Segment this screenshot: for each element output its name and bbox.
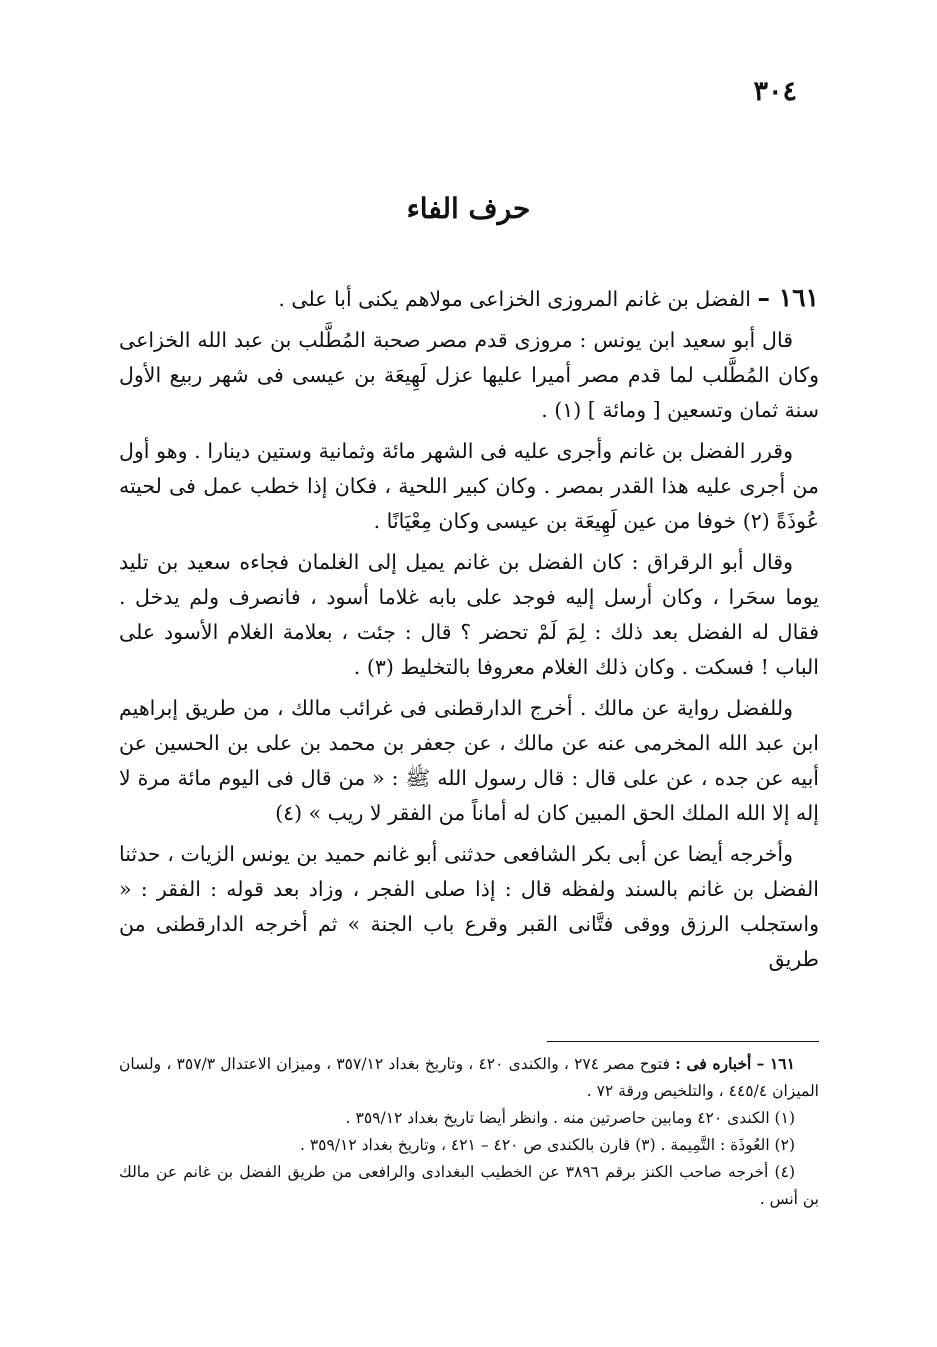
paragraph-text: وقرر الفضل بن غانم وأجرى عليه فى الشهر مائة وثمانية وستين دينارا . وهو أول من أجرى عليه هذا القدر بمصر . وكان كبير اللحية ، فكان إذا خطب عمل فى لحيته عُوذَةً (٢) خوفا من عين لَهِيعَة بن عيسى وكان مِعْيَانًا . [119,439,819,533]
paragraph [119,691,819,831]
footnote-text: (١) الكندى ٤٢٠ ومابين حاصرتين منه . وانظر أيضا تاريخ بغداد ٣٥٩/١٢ . [345,1109,795,1127]
footnote-text: (٢) العُوذَة : التَّمِيمة . (٣) قارن بالكندى ص ٤٢٠ – ٤٢١ ، وتاريخ بغداد ٣٥٩/١٢ . [300,1136,795,1154]
paragraph-text: قال أبو سعيد ابن يونس : مروزى قدم مصر صحبة المُطَّلب بن عبد الله الخزاعى وكان المُطَّلب لما قدم مصر أميرا عليها عزل لَهِيعَة بن عيسى فى شهر ربيع الأول سنة ثمان وتسعين [ ومائة ] (١) . [119,328,819,422]
footnote-text: فتوح مصر ٢٧٤ ، والكندى ٤٢٠ ، وتاريخ بغداد ٣٥٧/١٢ ، وميزان الاعتدال ٣٥٧/٣ ، ولسان الميزان ٤٤٥/٤ ، والتلخيص ورقة ٧٢ . [119,1055,819,1100]
footnote [119,1159,819,1213]
paragraph-text: وللفضل رواية عن مالك . أخرج الدارقطنى فى غرائب مالك ، من طريق إبراهيم ابن عبد الله المخرمى عنه عن مالك ، عن جعفر بن محمد بن على بن الحسين عن أبيه عن جده ، عن على قال : قال رسول الله ﷺ : « من قال فى اليوم مائة مرة لا إله إلا الله الملك الحق المبين كان له أماناً من الفقر لا ريب » (٤) [119,696,819,825]
entry-number: ١٦١ – [757,283,819,312]
section-title: حرف الفاء [406,192,531,225]
footnote-entry-number: ١٦١ – [756,1054,795,1073]
footnotes [119,1050,819,1213]
page-number: ٣٠٤ [753,76,797,107]
paragraph [119,545,819,685]
footnote-divider [547,1041,819,1042]
footnote [119,1050,819,1105]
paragraph-text: وأخرجه أيضا عن أبى بكر الشافعى حدثنى أبو غانم حميد بن يونس الزيات ، حدثنا الفضل بن غانم بالسند ولفظه قال : إذا صلى الفجر ، وزاد بعد قوله : الفقر : « واستجلب الرزق ووقى فتَّانى القبر وقرع باب الجنة » ثم أخرجه الدارقطنى من طريق [119,842,819,971]
footnote [119,1105,819,1132]
footnote-text: (٤) أخرجه صاحب الكنز برقم ٣٨٩٦ عن الخطيب البغدادى والرافعى من طريق الفضل بن غانم عن مالك بن أنس . [119,1163,819,1208]
paragraph [119,280,819,317]
paragraph-text: وقال أبو الرقراق : كان الفضل بن غانم يميل إلى الغلمان فجاءه سعيد بن تليد يوما سحَرا ، وكان أرسل إليه فوجد على بابه غلاما أسود ، فانصرف ولم يدخل . فقال له الفضل بعد ذلك : لِمَ لَمْ تحضر ؟ قال : جئت ، بعلامة الغلام الأسود على الباب ! فسكت . وكان ذلك الغلام معروفا بالتخليط (٣) . [119,550,819,679]
paragraph [119,434,819,539]
paragraph-text: الفضل بن غانم المروزى الخزاعى مولاهم يكنى أبا على . [278,287,758,311]
paragraph [119,837,819,977]
footnote [119,1132,819,1159]
paragraph [119,323,819,428]
main-text [119,280,819,983]
footnote-heading: أخباره فى : [675,1054,752,1073]
